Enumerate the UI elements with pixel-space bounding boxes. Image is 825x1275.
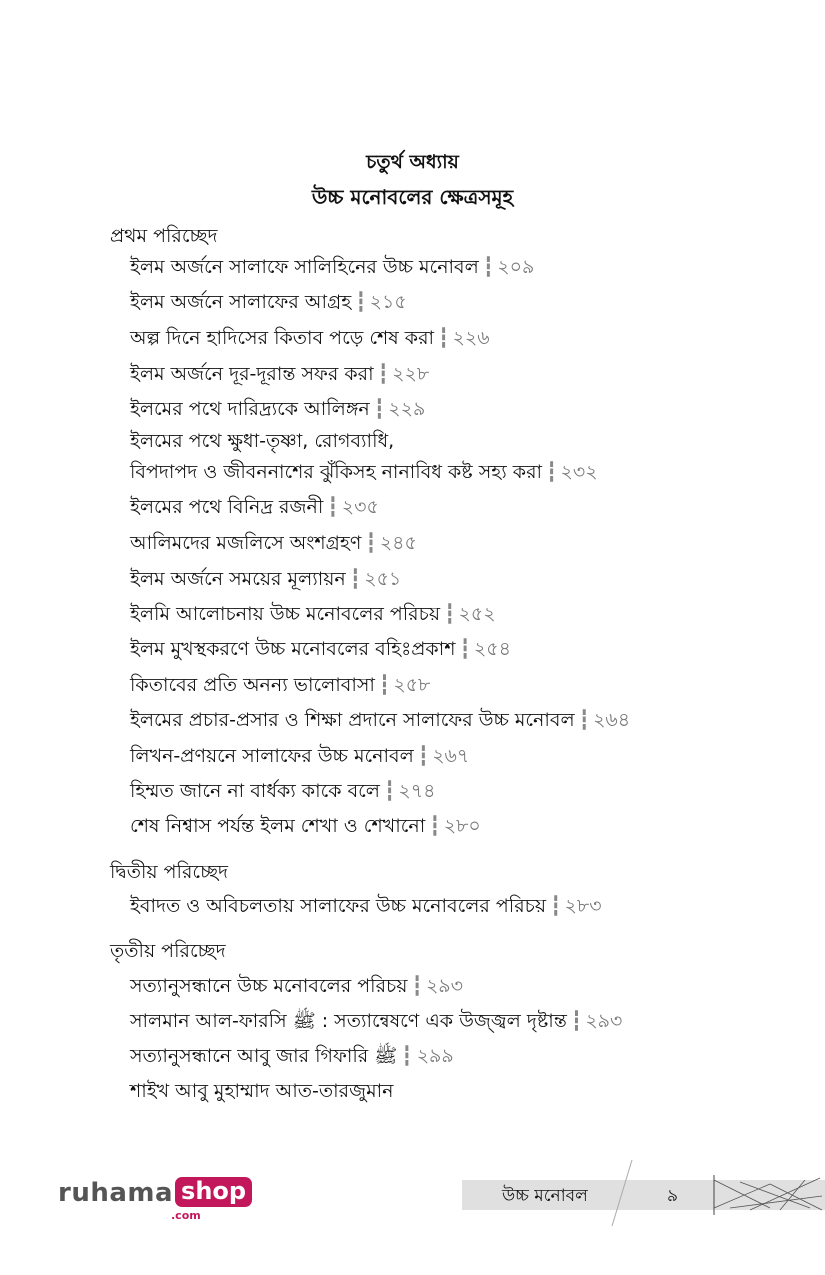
toc-page-number: ২৫২ [458,603,496,625]
toc-entry[interactable]: হিম্মত জানে না বার্ধক্য কাকে বলে ┇ ২৭৪ [130,780,436,802]
toc-page-number: ২২৮ [392,363,430,385]
toc-page-number: ২২৯ [388,398,426,420]
toc-page-number: ২৩৫ [341,496,379,518]
toc-entry[interactable]: আলিমদের মজলিসে অংশগ্রহণ ┇ ২৪৫ [130,532,417,554]
toc-entry[interactable]: ইলম অর্জনে দূর-দূরান্ত সফর করা ┇ ২২৮ [130,363,430,385]
toc-page-number: ২৭৪ [398,780,436,802]
chapter-title: চতুর্থ অধ্যায় [366,151,459,173]
toc-page-number: ২২৬ [452,327,490,349]
toc-entry[interactable]: ইলমের পথে ক্ষুধা-তৃষ্ণা, রোগব্যাধি, [130,430,395,452]
toc-entry[interactable]: ইলমের প্রচার-প্রসার ও শিক্ষা প্রদানে সালাফের উচ্চ মনোবল ┇ ২৬৪ [130,709,631,731]
toc-page-number: ২৮৩ [564,895,602,917]
toc-page-number: ২৩২ [560,461,598,483]
logo-text-ruhama: ruhama [58,1178,174,1208]
toc-entry[interactable]: অল্প দিনে হাদিসের কিতাব পড়ে শেষ করা ┇ ২২৬ [130,327,490,349]
toc-entry[interactable]: সালমান আল-ফারসি ﷺ : সত্যান্বেষণে এক উজ্জ্বল দৃষ্টান্ত ┇ ২৯৩ [130,1010,623,1032]
toc-entry[interactable]: ইলম মুখস্থকরণে উচ্চ মনোবলের বহিঃপ্রকাশ ┇ ২৫৪ [130,638,511,660]
toc-entry[interactable]: ইলম অর্জনে সালাফে সালিহিনের উচ্চ মনোবল ┇ ২০৯ [130,256,535,278]
toc-page-number: ২৫৮ [393,674,431,696]
toc-entry[interactable]: ইলমি আলোচনায় উচ্চ মনোবলের পরিচয় ┇ ২৫২ [130,603,496,625]
toc-page-number: ২৯৯ [416,1045,454,1067]
running-footer [462,1180,825,1210]
toc-entry[interactable]: ইলমের পথে বিনিদ্র রজনী ┇ ২৩৫ [130,496,379,518]
toc-entry[interactable]: বিপদাপদ ও জীবননাশের ঝুঁকিসহ নানাবিধ কষ্ট সহ্য করা ┇ ২৩২ [130,461,598,483]
toc-page-number: ২৬৪ [593,709,631,731]
toc-entry[interactable]: শাইখ আবু মুহাম্মাদ আত-তারজুমান [130,1080,394,1102]
divider-slash-icon [602,1158,642,1228]
toc-page-number: ২৬৭ [432,745,470,767]
logo-domain: .com [171,1209,201,1222]
logo-text-shop: shop [175,1177,252,1207]
toc-entry[interactable]: লিখন-প্রণয়নে সালাফের উচ্চ মনোবল ┇ ২৬৭ [130,745,470,767]
toc-page-number: ২৯৩ [585,1010,623,1032]
toc-page-number: ২১৫ [369,291,407,313]
toc-entry[interactable]: সত্যানুসন্ধানে উচ্চ মনোবলের পরিচয় ┇ ২৯৩ [130,975,463,997]
toc-page-number: ২৮০ [443,815,481,837]
toc-entry[interactable]: কিতাবের প্রতি অনন্য ভালোবাসা ┇ ২৫৮ [130,674,431,696]
book-title: উচ্চ মনোবল [502,1186,588,1206]
section-heading: তৃতীয় পরিচ্ছেদ [110,940,226,962]
toc-page-number: ২৯৩ [425,975,463,997]
toc-page-number: ২৫১ [364,568,402,590]
toc-entry[interactable]: সত্যানুসন্ধানে আবু জার গিফারি ﷺ ┇ ২৯৯ [130,1045,454,1067]
toc-entry[interactable]: ইলম অর্জনে সালাফের আগ্রহ ┇ ২১৫ [130,291,407,313]
geometric-pattern-icon [710,1160,825,1220]
toc-page-number: ২৫৪ [473,638,511,660]
toc-page-number: ২০৯ [497,256,535,278]
toc-entry[interactable]: ইলম অর্জনে সময়ের মূল্যায়ন ┇ ২৫১ [130,568,402,590]
section-heading: প্রথম পরিচ্ছেদ [110,225,218,247]
toc-entry[interactable]: ইলমের পথে দারিদ্র্যকে আলিঙ্গন ┇ ২২৯ [130,398,426,420]
page-number: ৯ [667,1186,679,1206]
section-heading: দ্বিতীয় পরিচ্ছেদ [110,861,229,883]
toc-page-number: ২৪৫ [379,532,417,554]
ruhama-shop-logo[interactable] [58,1177,252,1222]
toc-entry[interactable]: ইবাদত ও অবিচলতায় সালাফের উচ্চ মনোবলের পরিচয় ┇ ২৮৩ [130,895,602,917]
toc-entry[interactable]: শেষ নিশ্বাস পর্যন্ত ইলম শেখা ও শেখানো ┇ ২৮০ [130,815,481,837]
chapter-subtitle: উচ্চ মনোবলের ক্ষেত্রসমূহ [311,185,514,209]
